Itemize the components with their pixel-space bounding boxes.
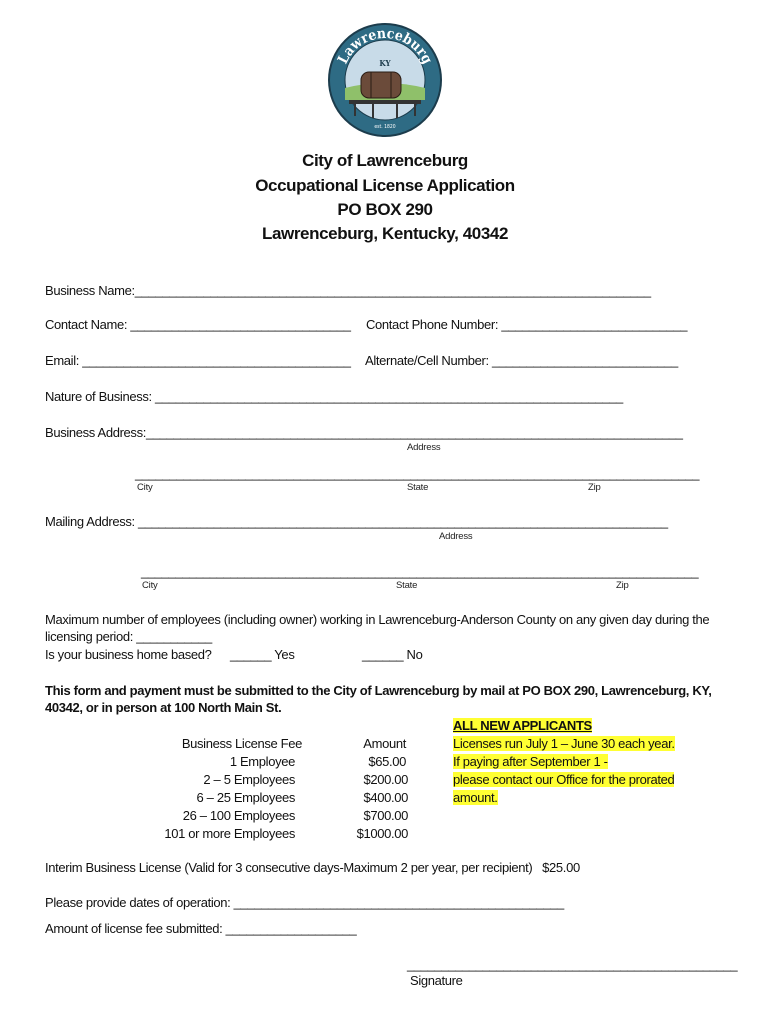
business-state-label: State: [407, 482, 429, 493]
fee-row-amount: $1000.00: [356, 826, 408, 841]
submission-note-line1: This form and payment must be submitted to the City of Lawrenceburg by mail at PO BOX 290, Lawrenceburg, KY,: [45, 683, 712, 698]
max-employees-text: Maximum number of employees (including owner) working in Lawrenceburg-Anderson County on any given day during the: [45, 612, 710, 627]
fee-header: Business License Fee: [181, 736, 302, 751]
signature-label: Signature: [410, 973, 463, 988]
home-based-yes-option[interactable]: ______ Yes: [230, 647, 295, 662]
notice-line: amount.: [453, 790, 498, 805]
business-zip-label: Zip: [588, 482, 601, 493]
email-field[interactable]: Email: _______________________________________: [45, 353, 351, 368]
business-city-state-zip-field[interactable]: __________________________________________________________________________________: [135, 466, 700, 481]
mailing-state-label: State: [396, 580, 418, 591]
fee-row-label: 101 or more Employees: [164, 826, 295, 841]
home-based-no-option[interactable]: ______ No: [362, 647, 423, 662]
nature-of-business-field[interactable]: Nature of Business: ____________________________________________________________________: [45, 389, 623, 404]
home-based-question: Is your business home based?: [45, 647, 212, 662]
amount-submitted-field[interactable]: Amount of license fee submitted: ___________________: [45, 921, 357, 936]
licensing-period-field[interactable]: licensing period: ___________: [45, 629, 212, 644]
fee-row-label: 2 – 5 Employees: [203, 772, 295, 787]
header-city: City of Lawrenceburg: [302, 151, 468, 170]
alternate-phone-field[interactable]: Alternate/Cell Number: ___________________________: [365, 353, 678, 368]
mailing-city-label: City: [142, 580, 158, 591]
notice-title: ALL NEW APPLICANTS: [453, 718, 592, 733]
amount-header: Amount: [363, 736, 406, 751]
business-city-label: City: [137, 482, 153, 493]
notice-line: If paying after September 1 -: [453, 754, 608, 769]
contact-phone-field[interactable]: Contact Phone Number: ___________________________: [366, 317, 688, 332]
signature-line[interactable]: ________________________________________________: [407, 957, 738, 972]
seal-est: est. 1820: [374, 124, 396, 130]
fee-row-label: 1 Employee: [229, 754, 295, 769]
seal-state: KY: [379, 58, 391, 68]
business-address-field[interactable]: Business Address:______________________________________________________________________________: [45, 425, 683, 440]
mailing-zip-label: Zip: [616, 580, 629, 591]
header-title: Occupational License Application: [255, 176, 515, 195]
notice-line: please contact our Office for the prorated: [453, 772, 675, 787]
mailing-address-label: Address: [439, 531, 473, 542]
fee-row-amount: $200.00: [363, 772, 408, 787]
fee-row-amount: $65.00: [368, 754, 406, 769]
header-city-state: Lawrenceburg, Kentucky, 40342: [261, 224, 509, 243]
interim-license-text: Interim Business License (Valid for 3 consecutive days-Maximum 2 per year, per recipient) $25.00: [45, 860, 580, 875]
fee-row-label: 26 – 100 Employees: [182, 808, 295, 823]
fee-row-label: 6 – 25 Employees: [196, 790, 295, 805]
business-address-label: Address: [407, 442, 441, 453]
mailing-city-state-zip-field[interactable]: _________________________________________________________________________________: [141, 564, 699, 579]
fee-row-amount: $700.00: [363, 808, 408, 823]
seal-title: Lawrenceburg: [334, 25, 436, 67]
dates-of-operation-field[interactable]: Please provide dates of operation: ________________________________________________: [45, 895, 564, 910]
business-name-field[interactable]: Business Name:___________________________________________________________________________: [45, 283, 651, 298]
mailing-address-field[interactable]: Mailing Address: _____________________________________________________________________________: [45, 514, 668, 529]
fee-row-amount: $400.00: [363, 790, 408, 805]
city-seal-logo: [327, 22, 443, 138]
notice-line: Licenses run July 1 – June 30 each year.: [453, 736, 675, 751]
contact-name-field[interactable]: Contact Name: ________________________________: [45, 317, 351, 332]
submission-note-line2: 40342, or in person at 100 North Main St.: [45, 700, 282, 715]
header-pobox: PO BOX 290: [337, 200, 433, 219]
